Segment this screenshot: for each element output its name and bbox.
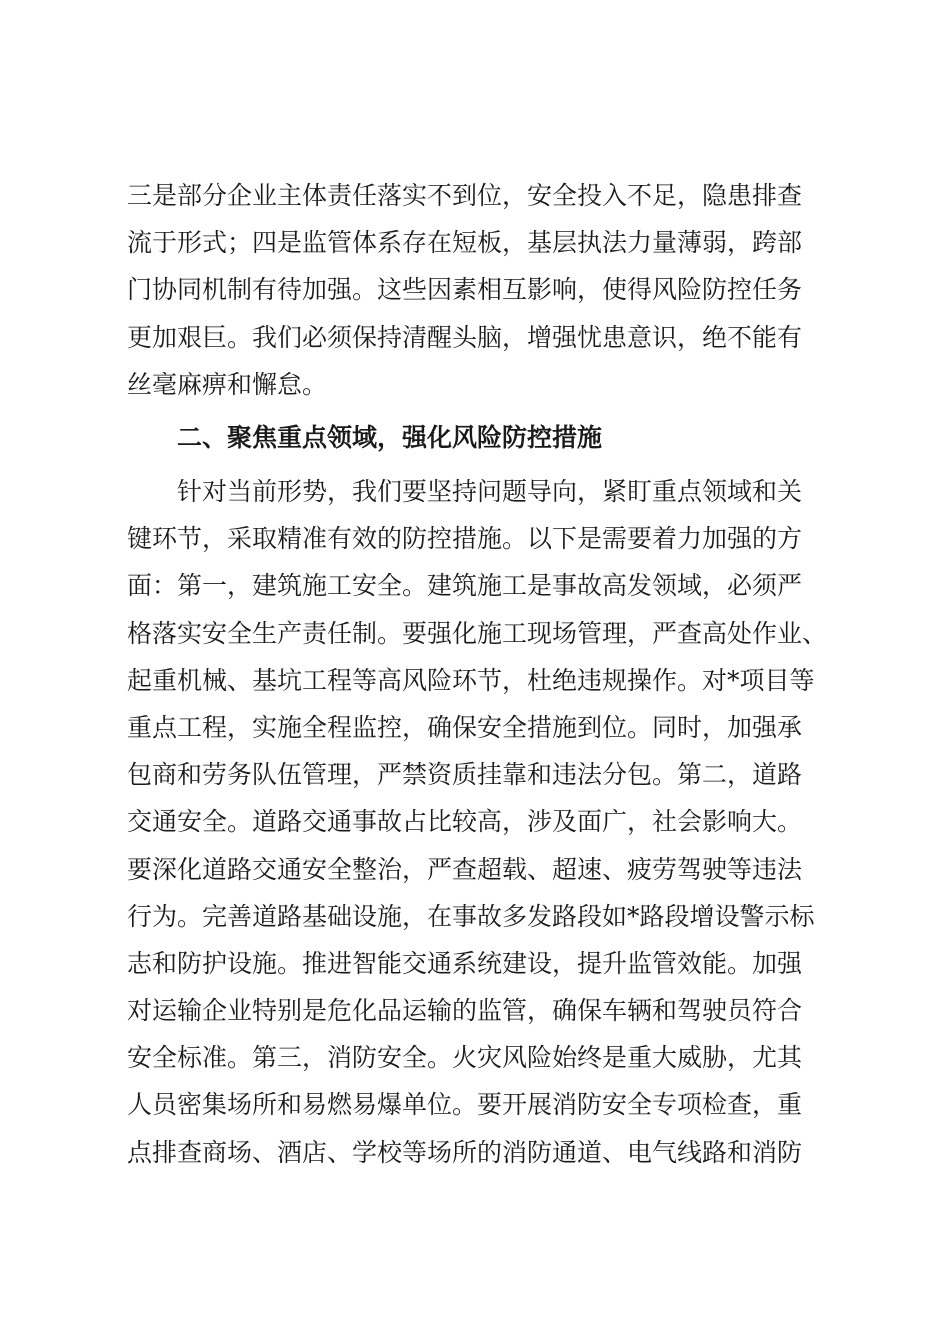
section-heading: 二、聚焦重点领域，强化风险防控措施: [177, 423, 603, 452]
paragraph-line: 人员密集场所和易燃易爆单位。要开展消防安全专项检查，重: [127, 1090, 803, 1120]
paragraph-line: 志和防护设施。推进智能交通系统建设，提升监管效能。加强: [127, 948, 803, 978]
paragraph-line: 交通安全。道路交通事故占比较高，涉及面广，社会影响大。: [127, 807, 803, 837]
paragraph-line: 格落实安全生产责任制。要强化施工现场管理，严查高处作业、: [127, 618, 828, 648]
paragraph-line: 起重机械、基坑工程等高风险环节，杜绝违规操作。对*项目等: [127, 665, 815, 695]
paragraph-line: 面：第一，建筑施工安全。建筑施工是事故高发领域，必须严: [127, 571, 803, 601]
paragraph-line: 对运输企业特别是危化品运输的监管，确保车辆和驾驶员符合: [127, 996, 803, 1026]
paragraph-line: 包商和劳务队伍管理，严禁资质挂靠和违法分包。第二，道路: [127, 760, 803, 790]
paragraph-line: 要深化道路交通安全整治，严查超载、超速、疲劳驾驶等违法: [127, 854, 803, 884]
paragraph-body: [127, 468, 833, 1176]
paragraph-line: 键环节，采取精准有效的防控措施。以下是需要着力加强的方: [127, 524, 803, 554]
paragraph-line: 门协同机制有待加强。这些因素相互影响，使得风险防控任务: [127, 275, 803, 305]
paragraph-line: 流于形式；四是监管体系存在短板，基层执法力量薄弱，跨部: [127, 228, 803, 258]
paragraph-line: 点排查商场、酒店、学校等场所的消防通道、电气线路和消防: [127, 1137, 803, 1167]
paragraph-line: 重点工程，实施全程监控，确保安全措施到位。同时，加强承: [127, 712, 803, 742]
paragraph-line: 安全标准。第三，消防安全。火灾风险始终是重大威胁，尤其: [127, 1043, 803, 1073]
paragraph-line: 行为。完善道路基础设施，在事故多发路段如*路段增设警示标: [127, 901, 815, 931]
paragraph-continuation: [127, 172, 833, 408]
paragraph-line: 更加艰巨。我们必须保持清醒头脑，增强忧患意识，绝不能有: [127, 322, 803, 352]
paragraph-line: 三是部分企业主体责任落实不到位，安全投入不足，隐患排查: [127, 181, 803, 210]
paragraph-line: 丝毫麻痹和懈怠。: [127, 369, 328, 399]
paragraph-line: 针对当前形势，我们要坚持问题导向，紧盯重点领域和关: [127, 477, 803, 506]
